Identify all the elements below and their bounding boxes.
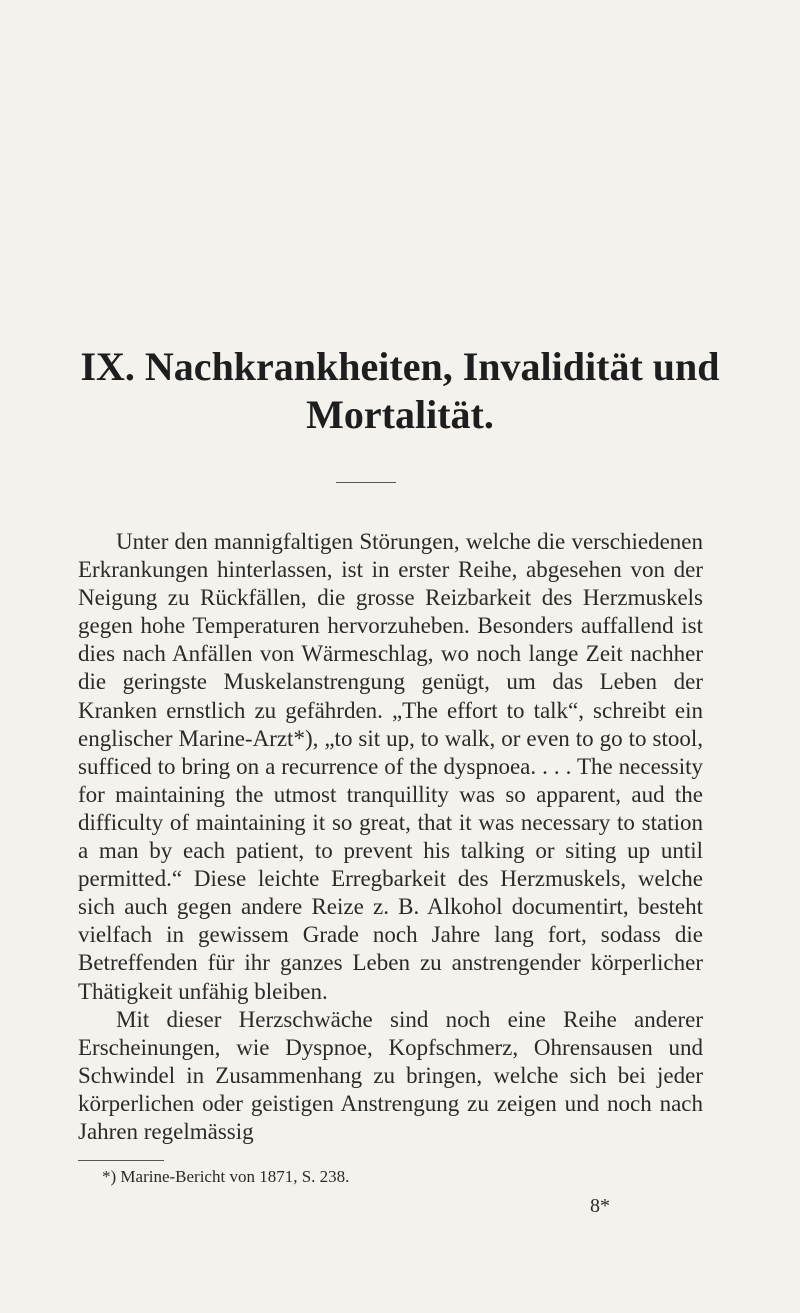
- footnote: *) Marine-Bericht von 1871, S. 238.: [102, 1167, 350, 1186]
- chapter-title-line-2: Mortalität.: [306, 392, 494, 437]
- paragraph-2: Mit dieser Herzschwäche sind noch eine Reihe anderer Erscheinungen, wie Dyspnoe, Kopfschmerz, Ohrensausen und Schwindel in Zusammenhang zu bringen, welche sich bei jeder körperlichen oder geistigen Anstrengung zu zeigen und noch nach Jahren regelmässig: [78, 1006, 703, 1144]
- paragraph-1: Unter den mannigfaltigen Störungen, welche die verschiedenen Erkrankungen hinterlassen, ist in erster Reihe, abgesehen von der Neigung zu Rückfällen, die grosse Reizbarkeit des Herzmuskels gegen hohe Temperaturen hervorzuheben. Besonders auffallend ist dies nach Anfällen von Wärmeschlag, wo noch lange Zeit nachher die geringste Muskelanstrengung genügt, um das Leben der Kranken ernstlich zu gefährden. „The effort to talk“, schreibt ein englischer Marine-Arzt*), „to sit up, to walk, or even to go to stool, sufficed to bring on a recurrence of the dyspnoea. . . . The necessity for maintaining the utmost tranquillity was so apparent, aud the difficulty of maintaining it so great, that it was necessary to station a man by each patient, to prevent his talking or siting up until permitted.“ Diese leichte Erregbarkeit des Herzmuskels, welche sich auch gegen andere Reize z. B. Alkohol documentirt, besteht vielfach in gewissem Grade noch Jahre lang fort, sodass die Betreffenden für ihr ganzes Leben zu anstrengender körperlicher Thätigkeit unfähig bleiben.: [78, 529, 703, 1004]
- printer-signature: 8*: [590, 1195, 610, 1217]
- chapter-title-line-1: IX. Nachkrankheiten, Invalidität und: [80, 344, 720, 389]
- footnote-divider: [78, 1160, 164, 1161]
- title-divider: [336, 482, 396, 483]
- body-text: [78, 528, 703, 1146]
- chapter-title: [60, 343, 740, 439]
